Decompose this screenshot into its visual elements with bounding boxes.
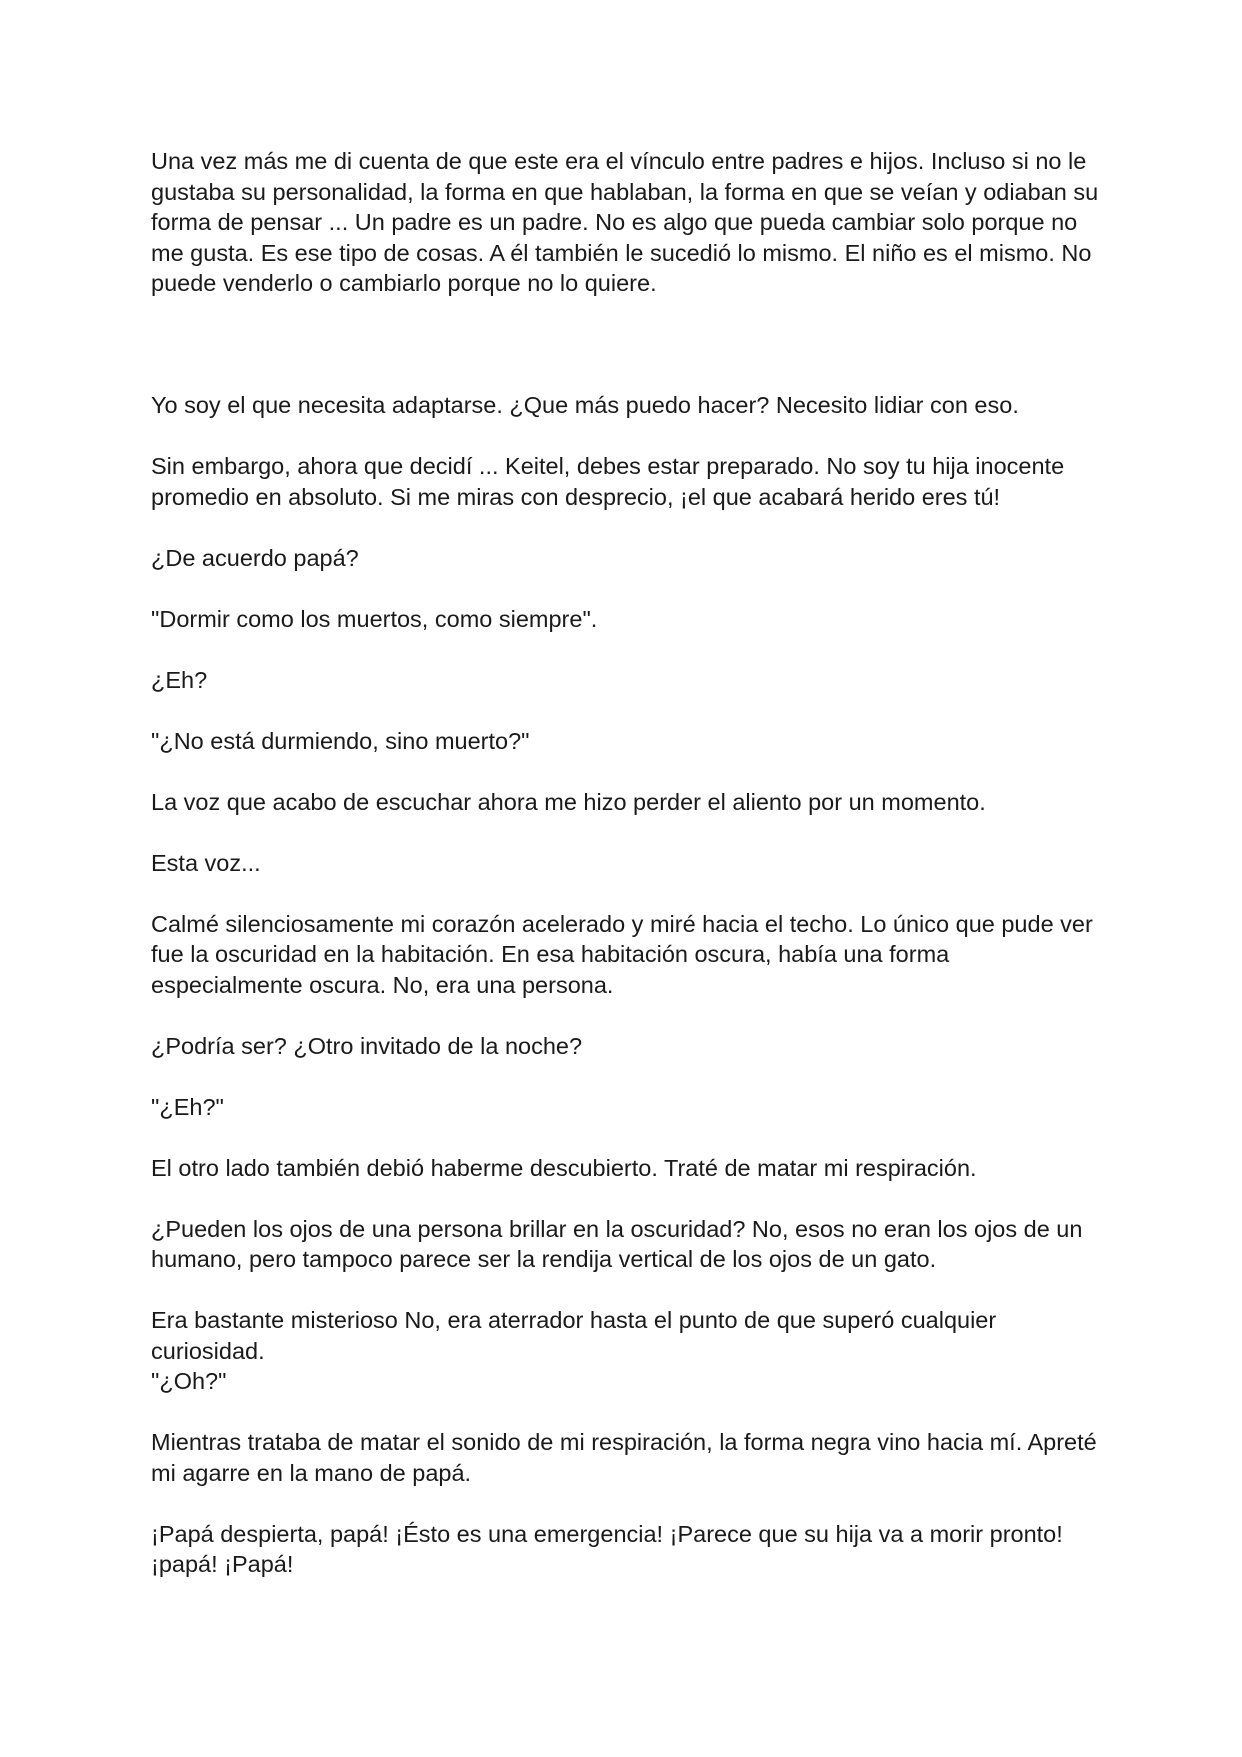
paragraph-6: ¿Eh? bbox=[151, 666, 208, 693]
paragraph-8: La voz que acabo de escuchar ahora me hizo perder el aliento por un momento. bbox=[151, 788, 986, 815]
paragraph-2: Yo soy el que necesita adaptarse. ¿Que más puedo hacer? Necesito lidiar con eso. bbox=[151, 392, 1019, 418]
paragraph-spacer bbox=[151, 1397, 1101, 1428]
paragraph-spacer bbox=[151, 817, 1101, 848]
paragraph-9: Esta voz... bbox=[151, 849, 261, 876]
paragraph-spacer bbox=[151, 1275, 1101, 1306]
paragraph-spacer bbox=[151, 756, 1101, 787]
paragraph-spacer bbox=[151, 878, 1101, 909]
paragraph-spacer bbox=[151, 512, 1101, 543]
paragraph-spacer bbox=[151, 1061, 1101, 1092]
document-body bbox=[151, 146, 1101, 1580]
paragraph-11: ¿Podría ser? ¿Otro invitado de la noche? bbox=[151, 1032, 583, 1059]
paragraph-spacer bbox=[151, 1183, 1101, 1214]
paragraph-7: "¿No está durmiendo, sino muerto?" bbox=[151, 727, 530, 754]
paragraph-15: Era bastante misterioso No, era aterrador hasta el punto de que superó cualquier curiosidad. bbox=[151, 1307, 997, 1364]
paragraph-spacer bbox=[151, 1488, 1101, 1519]
paragraph-spacer bbox=[151, 299, 1101, 391]
paragraph-spacer bbox=[151, 573, 1101, 604]
paragraph-spacer bbox=[151, 421, 1101, 452]
paragraph-1: Una vez más me di cuenta de que este era el vínculo entre padres e hijos. Incluso si no le gustaba su personalidad, la forma en que hablaban, la forma en que se veían y odiaban su forma de pensar ... Un padre es un padre. No es algo que pueda cambiar solo porque no me gusta. Es ese tipo de cosas. A él también le sucedió lo mismo. El niño es el mismo. No puede venderlo o cambiarlo porque no lo quiere. bbox=[151, 148, 1099, 296]
paragraph-14: ¿Pueden los ojos de una persona brillar en la oscuridad? No, esos no eran los ojos de un humano, pero tampoco parece ser la rendija vertical de los ojos de un gato. bbox=[151, 1215, 1083, 1272]
paragraph-16: "¿Oh?" bbox=[151, 1368, 227, 1394]
paragraph-spacer bbox=[151, 1122, 1101, 1153]
paragraph-4: ¿De acuerdo papá? bbox=[151, 544, 359, 571]
paragraph-18: ¡Papá despierta, papá! ¡Ésto es una emergencia! ¡Parece que su hija va a morir pronto! ¡papá! ¡Papá! bbox=[151, 1520, 1063, 1577]
paragraph-10: Calmé silenciosamente mi corazón acelerado y miré hacia el techo. Lo único que pude ver fue la oscuridad en la habitación. En esa habitación oscura, había una forma especialmente oscura. No, era una persona. bbox=[151, 910, 1093, 998]
paragraph-spacer bbox=[151, 1000, 1101, 1031]
paragraph-12: "¿Eh?" bbox=[151, 1093, 224, 1120]
paragraph-3: Sin embargo, ahora que decidí ... Keitel, debes estar preparado. No soy tu hija inocente promedio en absoluto. Si me miras con desprecio, ¡el que acabará herido eres tú! bbox=[151, 453, 1065, 510]
paragraph-5: "Dormir como los muertos, como siempre". bbox=[151, 605, 598, 632]
paragraph-17: Mientras trataba de matar el sonido de mi respiración, la forma negra vino hacia mí. Apreté mi agarre en la mano de papá. bbox=[151, 1429, 1097, 1486]
paragraph-spacer bbox=[151, 695, 1101, 726]
paragraph-spacer bbox=[151, 634, 1101, 665]
paragraph-13: El otro lado también debió haberme descubierto. Traté de matar mi respiración. bbox=[151, 1154, 977, 1181]
